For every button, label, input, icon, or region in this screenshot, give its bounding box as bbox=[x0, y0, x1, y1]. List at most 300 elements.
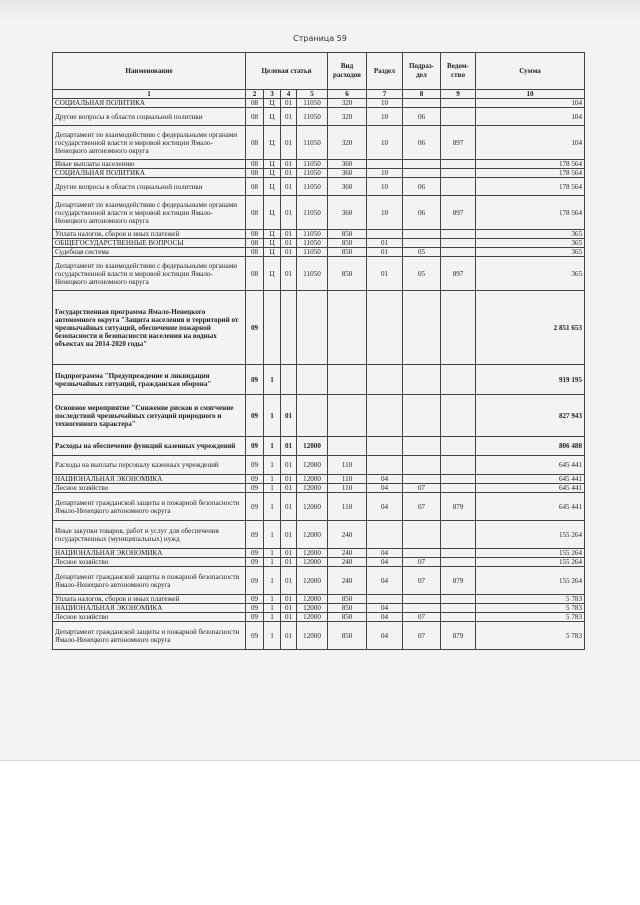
row-code bbox=[403, 230, 441, 239]
row-code: 01 bbox=[281, 613, 297, 622]
row-code: 360 bbox=[328, 160, 367, 169]
row-name: Департамент гражданской защиты и пожарной безопасности Ямало-Ненецкого автономного округа bbox=[53, 567, 246, 595]
row-code: 09 bbox=[246, 437, 264, 456]
row-code bbox=[441, 230, 476, 239]
row-code: 01 bbox=[281, 521, 297, 549]
table-row bbox=[53, 604, 585, 613]
row-code: 09 bbox=[246, 484, 264, 493]
row-name: Департамент гражданской защиты и пожарной безопасности Ямало-Ненецкого автономного округа bbox=[53, 493, 246, 521]
row-code: 07 bbox=[403, 558, 441, 567]
row-sum: 104 bbox=[476, 126, 585, 160]
table-row bbox=[53, 257, 585, 291]
row-code: 01 bbox=[367, 239, 403, 248]
row-code bbox=[367, 230, 403, 239]
row-name: Лесное хозяйство bbox=[53, 484, 246, 493]
row-code: 01 bbox=[281, 196, 297, 230]
table-row bbox=[53, 521, 585, 549]
row-code: 1 bbox=[264, 484, 281, 493]
row-code: 11050 bbox=[297, 248, 328, 257]
row-name: Государственная программа Ямало-Ненецкого автономного округа "Защита населения и территорий от чрезвычайных ситуаций, обеспечение пожарной безопасности и безопасности населения на водных объектах на 2014-2020 годы" bbox=[53, 291, 246, 365]
row-code: 12000 bbox=[297, 567, 328, 595]
row-code: Ц bbox=[264, 239, 281, 248]
row-code bbox=[441, 456, 476, 475]
row-name: Подпрограмма "Предупреждение и ликвидация чрезвычайных ситуаций, гражданская оборона" bbox=[53, 365, 246, 395]
row-code: 320 bbox=[328, 99, 367, 108]
row-code bbox=[441, 613, 476, 622]
row-code: 01 bbox=[281, 248, 297, 257]
row-code: 110 bbox=[328, 456, 367, 475]
row-sum: 365 bbox=[476, 239, 585, 248]
row-name: Основное мероприятие "Снижение рисков и смягчение последствий чрезвычайных ситуаций природного и техногенного характера" bbox=[53, 395, 246, 437]
row-code: 850 bbox=[328, 622, 367, 650]
row-code: 01 bbox=[281, 549, 297, 558]
row-code: 07 bbox=[403, 484, 441, 493]
row-code: 01 bbox=[281, 622, 297, 650]
table-row bbox=[53, 475, 585, 484]
row-code: 01 bbox=[281, 484, 297, 493]
row-sum: 645 441 bbox=[476, 475, 585, 484]
row-code: 04 bbox=[367, 604, 403, 613]
row-code bbox=[403, 365, 441, 395]
row-code: 850 bbox=[328, 257, 367, 291]
row-code: 04 bbox=[367, 475, 403, 484]
row-code: Ц bbox=[264, 126, 281, 160]
row-sum: 2 851 653 bbox=[476, 291, 585, 365]
row-code: 01 bbox=[281, 395, 297, 437]
row-code: 01 bbox=[281, 456, 297, 475]
row-code: 07 bbox=[403, 613, 441, 622]
row-code bbox=[367, 291, 403, 365]
column-number: 4 bbox=[281, 90, 297, 99]
header-ved: Ведом-ство bbox=[441, 53, 476, 90]
table-row bbox=[53, 595, 585, 604]
table-row bbox=[53, 291, 585, 365]
row-code bbox=[403, 456, 441, 475]
header-vid: Вид расходов bbox=[328, 53, 367, 90]
row-code: 879 bbox=[441, 567, 476, 595]
row-code bbox=[328, 291, 367, 365]
row-code: 04 bbox=[367, 567, 403, 595]
row-code bbox=[441, 595, 476, 604]
row-code: 10 bbox=[367, 169, 403, 178]
row-code: 1 bbox=[264, 604, 281, 613]
row-name: Уплата налогов, сборов и иных платежей bbox=[53, 595, 246, 604]
row-code: Ц bbox=[264, 178, 281, 196]
row-code: 850 bbox=[328, 604, 367, 613]
row-code: 1 bbox=[264, 493, 281, 521]
row-code: 850 bbox=[328, 239, 367, 248]
row-code: 07 bbox=[403, 622, 441, 650]
row-code bbox=[297, 365, 328, 395]
row-code: 09 bbox=[246, 558, 264, 567]
row-code: 12000 bbox=[297, 484, 328, 493]
row-code: 12000 bbox=[297, 549, 328, 558]
row-code: 1 bbox=[264, 613, 281, 622]
row-name: Расходы на выплаты персоналу казенных учреждений bbox=[53, 456, 246, 475]
row-code bbox=[264, 291, 281, 365]
row-sum: 155 264 bbox=[476, 549, 585, 558]
row-code: Ц bbox=[264, 99, 281, 108]
row-code: 12000 bbox=[297, 456, 328, 475]
row-code bbox=[441, 239, 476, 248]
row-code bbox=[367, 395, 403, 437]
row-code: 1 bbox=[264, 437, 281, 456]
row-code: 01 bbox=[367, 257, 403, 291]
row-sum: 104 bbox=[476, 99, 585, 108]
row-sum: 104 bbox=[476, 108, 585, 126]
row-code bbox=[441, 604, 476, 613]
row-code: 08 bbox=[246, 230, 264, 239]
budget-table bbox=[52, 52, 585, 650]
row-code: 1 bbox=[264, 475, 281, 484]
table-row bbox=[53, 456, 585, 475]
row-code bbox=[403, 595, 441, 604]
row-code: 240 bbox=[328, 567, 367, 595]
row-name: Департамент по взаимодействию с федеральными органами государственной власти и мировой юстиции Ямало-Ненецкого автономного округа bbox=[53, 196, 246, 230]
row-code: 11050 bbox=[297, 126, 328, 160]
table-row bbox=[53, 126, 585, 160]
row-code: 09 bbox=[246, 595, 264, 604]
row-sum: 178 564 bbox=[476, 196, 585, 230]
row-code: 09 bbox=[246, 395, 264, 437]
row-code: 08 bbox=[246, 178, 264, 196]
table-row bbox=[53, 395, 585, 437]
row-code: 06 bbox=[403, 126, 441, 160]
row-code: 09 bbox=[246, 365, 264, 395]
row-code: 01 bbox=[281, 567, 297, 595]
table-row bbox=[53, 558, 585, 567]
row-code: 879 bbox=[441, 493, 476, 521]
row-code: Ц bbox=[264, 160, 281, 169]
row-code bbox=[281, 291, 297, 365]
column-number: 8 bbox=[403, 90, 441, 99]
row-code: 09 bbox=[246, 291, 264, 365]
table-row bbox=[53, 549, 585, 558]
row-code: 11050 bbox=[297, 239, 328, 248]
row-code: 897 bbox=[441, 126, 476, 160]
row-name: НАЦИОНАЛЬНАЯ ЭКОНОМИКА bbox=[53, 549, 246, 558]
row-name: ОБЩЕГОСУДАРСТВЕННЫЕ ВОПРОСЫ bbox=[53, 239, 246, 248]
row-code: 09 bbox=[246, 456, 264, 475]
row-name: Расходы на обеспечение функций казенных учреждений bbox=[53, 437, 246, 456]
row-code bbox=[441, 395, 476, 437]
table-row bbox=[53, 622, 585, 650]
row-code: 10 bbox=[367, 108, 403, 126]
row-code: 01 bbox=[281, 178, 297, 196]
row-code: 1 bbox=[264, 365, 281, 395]
row-code bbox=[441, 558, 476, 567]
row-code: 12000 bbox=[297, 475, 328, 484]
row-code bbox=[441, 178, 476, 196]
row-code: 04 bbox=[367, 484, 403, 493]
table-row bbox=[53, 196, 585, 230]
column-number: 3 bbox=[264, 90, 281, 99]
row-sum: 365 bbox=[476, 248, 585, 257]
header-row bbox=[53, 53, 585, 90]
row-code bbox=[367, 160, 403, 169]
row-code: 360 bbox=[328, 196, 367, 230]
row-code: 01 bbox=[367, 248, 403, 257]
column-number: 1 bbox=[53, 90, 246, 99]
row-code: 09 bbox=[246, 493, 264, 521]
row-code: 110 bbox=[328, 475, 367, 484]
row-name: Уплата налогов, сборов и иных платежей bbox=[53, 230, 246, 239]
row-sum: 178 564 bbox=[476, 160, 585, 169]
row-code: 06 bbox=[403, 178, 441, 196]
table-row bbox=[53, 613, 585, 622]
row-code bbox=[297, 291, 328, 365]
row-code: 01 bbox=[281, 558, 297, 567]
row-code: Ц bbox=[264, 108, 281, 126]
row-name: Лесное хозяйство bbox=[53, 558, 246, 567]
row-code bbox=[328, 395, 367, 437]
row-sum: 5 783 bbox=[476, 613, 585, 622]
row-sum: 919 195 bbox=[476, 365, 585, 395]
row-code: 897 bbox=[441, 196, 476, 230]
row-code bbox=[403, 475, 441, 484]
row-code: 1 bbox=[264, 567, 281, 595]
row-code bbox=[367, 437, 403, 456]
row-code: 08 bbox=[246, 239, 264, 248]
row-name: Департамент по взаимодействию с федеральными органами государственной власти и мировой юстиции Ямало-Ненецкого автономного округа bbox=[53, 126, 246, 160]
row-name: НАЦИОНАЛЬНАЯ ЭКОНОМИКА bbox=[53, 475, 246, 484]
row-code: 08 bbox=[246, 160, 264, 169]
row-code: 12000 bbox=[297, 493, 328, 521]
page-number: Страница 59 bbox=[293, 34, 347, 43]
row-name: Иные закупки товаров, работ и услуг для обеспечения государственных (муниципальных) нужд bbox=[53, 521, 246, 549]
row-code: 11050 bbox=[297, 257, 328, 291]
row-name: СОЦИАЛЬНАЯ ПОЛИТИКА bbox=[53, 169, 246, 178]
row-code: 08 bbox=[246, 248, 264, 257]
row-code bbox=[367, 456, 403, 475]
row-code bbox=[403, 437, 441, 456]
row-name: Судебная система bbox=[53, 248, 246, 257]
row-code: 1 bbox=[264, 595, 281, 604]
row-sum: 178 564 bbox=[476, 178, 585, 196]
row-code: 12000 bbox=[297, 437, 328, 456]
table-body bbox=[53, 99, 585, 650]
row-code: 01 bbox=[281, 108, 297, 126]
row-code bbox=[403, 160, 441, 169]
row-code bbox=[328, 437, 367, 456]
row-code: 10 bbox=[367, 178, 403, 196]
row-sum: 5 783 bbox=[476, 604, 585, 613]
row-code bbox=[441, 99, 476, 108]
row-code: 09 bbox=[246, 521, 264, 549]
table-row bbox=[53, 230, 585, 239]
row-code: 07 bbox=[403, 493, 441, 521]
row-code: 06 bbox=[403, 196, 441, 230]
row-code bbox=[441, 521, 476, 549]
row-code: 04 bbox=[367, 613, 403, 622]
row-code: 08 bbox=[246, 196, 264, 230]
row-name: Иные выплаты населению bbox=[53, 160, 246, 169]
row-code: 01 bbox=[281, 437, 297, 456]
row-code: 1 bbox=[264, 521, 281, 549]
row-code: 08 bbox=[246, 99, 264, 108]
row-code bbox=[441, 160, 476, 169]
column-number: 2 bbox=[246, 90, 264, 99]
row-code: 897 bbox=[441, 257, 476, 291]
table-row bbox=[53, 160, 585, 169]
row-code: 06 bbox=[403, 108, 441, 126]
row-code: 850 bbox=[328, 613, 367, 622]
row-code: 09 bbox=[246, 475, 264, 484]
row-code: 08 bbox=[246, 169, 264, 178]
row-code: 10 bbox=[367, 196, 403, 230]
table-row bbox=[53, 108, 585, 126]
row-code: Ц bbox=[264, 230, 281, 239]
row-code: 07 bbox=[403, 567, 441, 595]
row-code bbox=[328, 365, 367, 395]
row-code: Ц bbox=[264, 248, 281, 257]
row-code: 04 bbox=[367, 493, 403, 521]
row-code: 12000 bbox=[297, 613, 328, 622]
column-number-row bbox=[53, 90, 585, 99]
row-code: 1 bbox=[264, 456, 281, 475]
row-code: 01 bbox=[281, 257, 297, 291]
header-razdel: Раздел bbox=[367, 53, 403, 90]
row-sum: 178 564 bbox=[476, 169, 585, 178]
table-row bbox=[53, 437, 585, 456]
row-code: 879 bbox=[441, 622, 476, 650]
header-podrazdel: Подраз-дел bbox=[403, 53, 441, 90]
column-number: 5 bbox=[297, 90, 328, 99]
row-code: 320 bbox=[328, 108, 367, 126]
row-code bbox=[441, 365, 476, 395]
row-code bbox=[441, 248, 476, 257]
row-code: 360 bbox=[328, 169, 367, 178]
table-row bbox=[53, 567, 585, 595]
row-code bbox=[367, 365, 403, 395]
row-code: 01 bbox=[281, 595, 297, 604]
row-code: 09 bbox=[246, 549, 264, 558]
row-code: 1 bbox=[264, 558, 281, 567]
scan-top-edge bbox=[0, 0, 640, 22]
row-sum: 645 441 bbox=[476, 456, 585, 475]
row-code: 08 bbox=[246, 126, 264, 160]
row-code: 11050 bbox=[297, 230, 328, 239]
row-sum: 645 441 bbox=[476, 493, 585, 521]
row-name: Другие вопросы в области социальной политики bbox=[53, 108, 246, 126]
row-name: Департамент гражданской защиты и пожарной безопасности Ямало-Ненецкого автономного округа bbox=[53, 622, 246, 650]
row-code: 360 bbox=[328, 178, 367, 196]
row-code bbox=[367, 521, 403, 549]
header-name: Наименование bbox=[53, 53, 246, 90]
table-row bbox=[53, 248, 585, 257]
table-row bbox=[53, 99, 585, 108]
row-code: 1 bbox=[264, 395, 281, 437]
row-code bbox=[441, 549, 476, 558]
row-code: Ц bbox=[264, 257, 281, 291]
row-sum: 365 bbox=[476, 230, 585, 239]
row-code: 09 bbox=[246, 567, 264, 595]
row-sum: 155 264 bbox=[476, 567, 585, 595]
row-code: 110 bbox=[328, 484, 367, 493]
row-code: 09 bbox=[246, 604, 264, 613]
table-row bbox=[53, 484, 585, 493]
row-code: 12000 bbox=[297, 521, 328, 549]
row-sum: 827 943 bbox=[476, 395, 585, 437]
row-code: 01 bbox=[281, 493, 297, 521]
row-code: 11050 bbox=[297, 196, 328, 230]
row-code: 11050 bbox=[297, 169, 328, 178]
row-code: 240 bbox=[328, 521, 367, 549]
row-code bbox=[403, 99, 441, 108]
row-code bbox=[441, 108, 476, 126]
row-code: 1 bbox=[264, 549, 281, 558]
row-code: 850 bbox=[328, 595, 367, 604]
row-code: 11050 bbox=[297, 160, 328, 169]
row-code: 09 bbox=[246, 622, 264, 650]
table-row bbox=[53, 169, 585, 178]
row-code bbox=[441, 437, 476, 456]
row-code: 10 bbox=[367, 126, 403, 160]
row-code: 08 bbox=[246, 257, 264, 291]
row-code: 01 bbox=[281, 126, 297, 160]
row-code bbox=[403, 291, 441, 365]
row-code bbox=[441, 484, 476, 493]
row-code: 11050 bbox=[297, 178, 328, 196]
row-name: НАЦИОНАЛЬНАЯ ЭКОНОМИКА bbox=[53, 604, 246, 613]
row-code: 01 bbox=[281, 169, 297, 178]
row-code: 320 bbox=[328, 126, 367, 160]
row-code: 240 bbox=[328, 549, 367, 558]
scan-bottom-edge bbox=[0, 760, 640, 761]
row-code: 04 bbox=[367, 549, 403, 558]
row-code: 01 bbox=[281, 604, 297, 613]
row-code: 05 bbox=[403, 248, 441, 257]
row-code: 12000 bbox=[297, 604, 328, 613]
header-sum: Сумма bbox=[476, 53, 585, 90]
column-number: 9 bbox=[441, 90, 476, 99]
row-name: Департамент по взаимодействию с федеральными органами государственной власти и мировой юстиции Ямало-Ненецкого автономного округа bbox=[53, 257, 246, 291]
row-code bbox=[403, 604, 441, 613]
row-code: 04 bbox=[367, 558, 403, 567]
column-number: 10 bbox=[476, 90, 585, 99]
row-code: 04 bbox=[367, 622, 403, 650]
row-sum: 155 264 bbox=[476, 558, 585, 567]
row-name: СОЦИАЛЬНАЯ ПОЛИТИКА bbox=[53, 99, 246, 108]
row-code: 05 bbox=[403, 257, 441, 291]
row-code bbox=[367, 595, 403, 604]
row-code: 11050 bbox=[297, 99, 328, 108]
row-code: 110 bbox=[328, 493, 367, 521]
row-code: 12000 bbox=[297, 595, 328, 604]
row-code: 01 bbox=[281, 230, 297, 239]
row-code: 10 bbox=[367, 99, 403, 108]
row-name: Другие вопросы в области социальной политики bbox=[53, 178, 246, 196]
row-code bbox=[403, 169, 441, 178]
row-code: 240 bbox=[328, 558, 367, 567]
row-code bbox=[403, 549, 441, 558]
row-code: 11050 bbox=[297, 108, 328, 126]
row-sum: 155 264 bbox=[476, 521, 585, 549]
row-code: 850 bbox=[328, 248, 367, 257]
column-number: 6 bbox=[328, 90, 367, 99]
row-code: 1 bbox=[264, 622, 281, 650]
row-name: Лесное хозяйство bbox=[53, 613, 246, 622]
row-code: 01 bbox=[281, 99, 297, 108]
column-number: 7 bbox=[367, 90, 403, 99]
row-sum: 806 488 bbox=[476, 437, 585, 456]
row-code bbox=[403, 521, 441, 549]
row-code: Ц bbox=[264, 169, 281, 178]
row-code: 01 bbox=[281, 160, 297, 169]
row-code bbox=[403, 239, 441, 248]
table-row bbox=[53, 178, 585, 196]
row-code: 850 bbox=[328, 230, 367, 239]
